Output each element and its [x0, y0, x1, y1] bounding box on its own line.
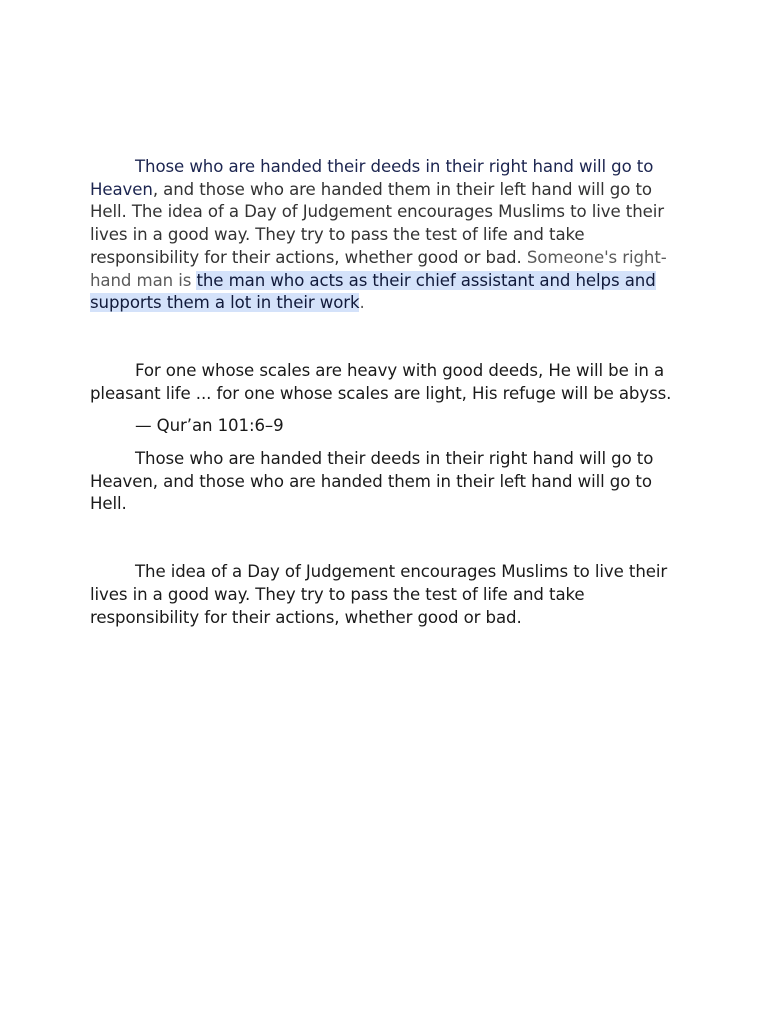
intro-heaven-text: Those who are handed their deeds in their right hand will go to Heaven — [90, 157, 654, 199]
quran-quote: For one whose scales are heavy with good deeds, He will be in a pleasant life ... for one whose scales are light, His refuge will be abyss. — [90, 360, 672, 403]
intro-body-text: , and those who are handed them in their left hand will go to Hell. The idea of a Day of Judgement encourages Muslims to live their lives in a good way. They try to pass the test of life and take responsibility for their actions, whether good or bad. — [90, 179, 664, 267]
quote-citation: — Qur’an 101:6–9 — [135, 416, 284, 436]
intro-definition-lead: Someone's right-hand man is — [90, 247, 667, 290]
intro-period: . — [359, 293, 365, 313]
paragraph-intro — [90, 156, 680, 315]
paragraph-day-of-judgement: The idea of a Day of Judgement encourages Muslims to live their lives in a good way. They try to pass the test of life and take responsibility for their actions, whether good or bad. — [90, 562, 668, 627]
paragraph-heaven-hell: Those who are handed their deeds in their right hand will go to Heaven, and those who are handed them in their left hand will go to Hell. — [90, 449, 654, 514]
document-page — [90, 156, 680, 629]
highlighted-definition[interactable]: the man who acts as their chief assistant and helps and supports them a lot in their work — [90, 270, 656, 313]
